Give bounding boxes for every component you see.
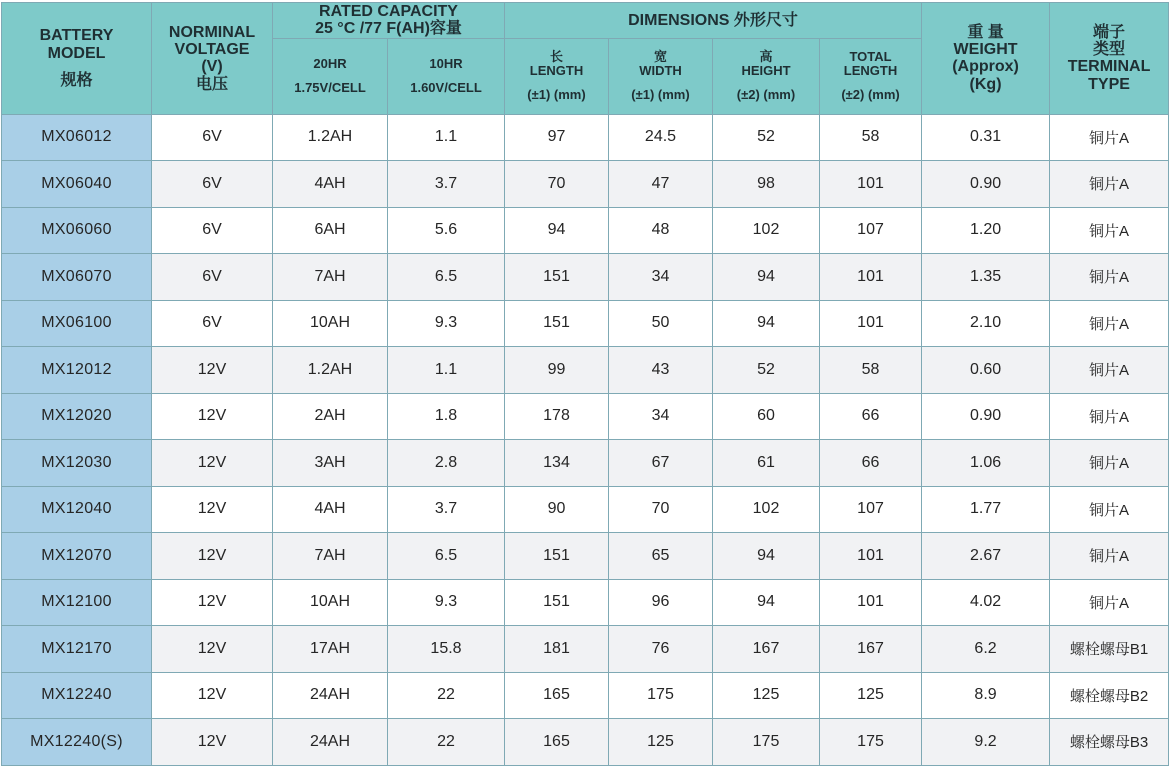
cell-total-length: 125 bbox=[820, 672, 922, 719]
header-voltage-line: VOLTAGE bbox=[174, 41, 250, 58]
cell-capacity-20hr: 3AH bbox=[273, 440, 388, 487]
cell-total-length: 101 bbox=[820, 161, 922, 208]
cell-capacity-10hr: 15.8 bbox=[388, 626, 505, 673]
cell-total-length: 58 bbox=[820, 114, 922, 161]
header-10hr-line: 1.60V/CELL bbox=[410, 80, 482, 96]
cell-model: MX06040 bbox=[2, 161, 152, 208]
cell-weight: 1.06 bbox=[922, 440, 1050, 487]
cell-terminal: 铜片A bbox=[1050, 300, 1169, 347]
header-10hr-line: 10HR bbox=[429, 56, 463, 71]
cell-length: 151 bbox=[505, 579, 609, 626]
header-total-length-line: TOTAL bbox=[849, 48, 892, 64]
cell-length: 151 bbox=[505, 300, 609, 347]
cell-weight: 9.2 bbox=[922, 719, 1050, 766]
cell-terminal: 铜片A bbox=[1050, 579, 1169, 626]
cell-terminal: 铜片A bbox=[1050, 207, 1169, 254]
header-20hr-line: 1.75V/CELL bbox=[294, 80, 366, 96]
cell-terminal: 铜片A bbox=[1050, 440, 1169, 487]
cell-capacity-10hr: 9.3 bbox=[388, 579, 505, 626]
cell-terminal: 铜片A bbox=[1050, 533, 1169, 580]
cell-weight: 6.2 bbox=[922, 626, 1050, 673]
cell-model: MX12040 bbox=[2, 486, 152, 533]
cell-weight: 0.60 bbox=[922, 347, 1050, 394]
cell-capacity-20hr: 10AH bbox=[273, 300, 388, 347]
table-header bbox=[2, 3, 1169, 115]
cell-length: 178 bbox=[505, 393, 609, 440]
cell-width: 50 bbox=[609, 300, 713, 347]
header-20hr-line: 20HR bbox=[313, 56, 347, 71]
header-height-line: (±2) (mm) bbox=[736, 87, 796, 103]
cell-total-length: 167 bbox=[820, 626, 922, 673]
cell-terminal: 铜片A bbox=[1050, 347, 1169, 394]
cell-capacity-20hr: 2AH bbox=[273, 393, 388, 440]
cell-length: 90 bbox=[505, 486, 609, 533]
header-terminal-line: 端子 bbox=[1093, 23, 1126, 41]
cell-voltage: 6V bbox=[152, 161, 273, 208]
header-terminal-line: TERMINAL bbox=[1067, 58, 1151, 76]
cell-length: 151 bbox=[505, 533, 609, 580]
cell-weight: 2.67 bbox=[922, 533, 1050, 580]
cell-model: MX06012 bbox=[2, 114, 152, 161]
header-terminal-line: 类型 bbox=[1093, 41, 1126, 58]
header-nominal-voltage bbox=[152, 3, 273, 115]
cell-width: 70 bbox=[609, 486, 713, 533]
cell-total-length: 107 bbox=[820, 486, 922, 533]
cell-height: 61 bbox=[713, 440, 820, 487]
header-height bbox=[713, 38, 820, 114]
cell-capacity-20hr: 17AH bbox=[273, 626, 388, 673]
table-row bbox=[2, 347, 1169, 394]
header-length-line: LENGTH bbox=[529, 63, 584, 79]
cell-voltage: 12V bbox=[152, 626, 273, 673]
cell-capacity-10hr: 3.7 bbox=[388, 161, 505, 208]
cell-length: 70 bbox=[505, 161, 609, 208]
cell-total-length: 58 bbox=[820, 347, 922, 394]
header-voltage-line: (V) bbox=[201, 58, 223, 76]
cell-model: MX06070 bbox=[2, 254, 152, 301]
table-row bbox=[2, 719, 1169, 766]
cell-height: 94 bbox=[713, 300, 820, 347]
cell-height: 52 bbox=[713, 114, 820, 161]
cell-height: 102 bbox=[713, 486, 820, 533]
table-row bbox=[2, 254, 1169, 301]
cell-weight: 0.31 bbox=[922, 114, 1050, 161]
table-row bbox=[2, 672, 1169, 719]
cell-capacity-10hr: 9.3 bbox=[388, 300, 505, 347]
cell-capacity-20hr: 4AH bbox=[273, 161, 388, 208]
cell-width: 175 bbox=[609, 672, 713, 719]
cell-model: MX12012 bbox=[2, 347, 152, 394]
header-capacity-line: RATED CAPACITY bbox=[319, 3, 458, 20]
cell-voltage: 6V bbox=[152, 254, 273, 301]
cell-terminal: 铜片A bbox=[1050, 486, 1169, 533]
cell-weight: 2.10 bbox=[922, 300, 1050, 347]
table-row bbox=[2, 207, 1169, 254]
cell-model: MX12240 bbox=[2, 672, 152, 719]
cell-voltage: 12V bbox=[152, 440, 273, 487]
cell-model: MX12030 bbox=[2, 440, 152, 487]
cell-capacity-10hr: 2.8 bbox=[388, 440, 505, 487]
cell-capacity-10hr: 5.6 bbox=[388, 207, 505, 254]
header-weight-line: (Approx) bbox=[952, 58, 1019, 76]
cell-length: 181 bbox=[505, 626, 609, 673]
cell-capacity-10hr: 1.1 bbox=[388, 347, 505, 394]
cell-model: MX12100 bbox=[2, 579, 152, 626]
cell-length: 94 bbox=[505, 207, 609, 254]
cell-terminal: 铜片A bbox=[1050, 114, 1169, 161]
cell-model: MX12020 bbox=[2, 393, 152, 440]
cell-height: 98 bbox=[713, 161, 820, 208]
cell-capacity-20hr: 1.2AH bbox=[273, 114, 388, 161]
cell-length: 165 bbox=[505, 719, 609, 766]
header-rated-capacity bbox=[273, 3, 505, 39]
cell-capacity-20hr: 6AH bbox=[273, 207, 388, 254]
cell-total-length: 101 bbox=[820, 300, 922, 347]
cell-weight: 4.02 bbox=[922, 579, 1050, 626]
header-height-line: HEIGHT bbox=[741, 63, 791, 79]
cell-voltage: 6V bbox=[152, 207, 273, 254]
cell-weight: 0.90 bbox=[922, 393, 1050, 440]
cell-width: 76 bbox=[609, 626, 713, 673]
header-weight bbox=[922, 3, 1050, 115]
cell-model: MX06100 bbox=[2, 300, 152, 347]
cell-width: 48 bbox=[609, 207, 713, 254]
cell-capacity-10hr: 22 bbox=[388, 719, 505, 766]
cell-height: 167 bbox=[713, 626, 820, 673]
cell-model: MX12170 bbox=[2, 626, 152, 673]
table-row bbox=[2, 486, 1169, 533]
cell-width: 34 bbox=[609, 393, 713, 440]
cell-weight: 0.90 bbox=[922, 161, 1050, 208]
cell-voltage: 6V bbox=[152, 300, 273, 347]
cell-terminal: 螺栓螺母B2 bbox=[1050, 672, 1169, 719]
header-width-line: WIDTH bbox=[639, 63, 682, 79]
cell-terminal: 铜片A bbox=[1050, 393, 1169, 440]
header-terminal-type bbox=[1050, 3, 1169, 115]
header-battery-model bbox=[2, 3, 152, 115]
header-capacity-line: 25 °C /77 F(AH)容量 bbox=[315, 20, 462, 38]
table-row bbox=[2, 533, 1169, 580]
cell-total-length: 66 bbox=[820, 393, 922, 440]
header-terminal-line: TYPE bbox=[1088, 75, 1130, 93]
cell-height: 94 bbox=[713, 579, 820, 626]
cell-capacity-20hr: 7AH bbox=[273, 533, 388, 580]
cell-voltage: 6V bbox=[152, 114, 273, 161]
header-length bbox=[505, 38, 609, 114]
cell-total-length: 66 bbox=[820, 440, 922, 487]
cell-voltage: 12V bbox=[152, 719, 273, 766]
header-dimensions: DIMENSIONS 外形尺寸 bbox=[505, 3, 922, 39]
cell-total-length: 101 bbox=[820, 533, 922, 580]
cell-length: 99 bbox=[505, 347, 609, 394]
cell-height: 60 bbox=[713, 393, 820, 440]
table-body bbox=[2, 114, 1169, 765]
cell-model: MX06060 bbox=[2, 207, 152, 254]
table-row bbox=[2, 300, 1169, 347]
cell-model: MX12070 bbox=[2, 533, 152, 580]
header-model-line: BATTERY bbox=[39, 27, 114, 45]
header-voltage-line: NORMINAL bbox=[168, 23, 256, 41]
cell-capacity-20hr: 4AH bbox=[273, 486, 388, 533]
cell-height: 94 bbox=[713, 254, 820, 301]
cell-weight: 1.20 bbox=[922, 207, 1050, 254]
cell-terminal: 螺栓螺母B1 bbox=[1050, 626, 1169, 673]
cell-length: 151 bbox=[505, 254, 609, 301]
cell-weight: 1.35 bbox=[922, 254, 1050, 301]
header-width bbox=[609, 38, 713, 114]
cell-width: 43 bbox=[609, 347, 713, 394]
cell-terminal: 铜片A bbox=[1050, 254, 1169, 301]
cell-length: 165 bbox=[505, 672, 609, 719]
cell-width: 34 bbox=[609, 254, 713, 301]
cell-capacity-10hr: 3.7 bbox=[388, 486, 505, 533]
header-voltage-line: 电压 bbox=[195, 75, 228, 93]
header-length-line: 长 bbox=[549, 48, 563, 64]
cell-capacity-10hr: 1.1 bbox=[388, 114, 505, 161]
cell-voltage: 12V bbox=[152, 393, 273, 440]
table-row bbox=[2, 626, 1169, 673]
header-model-line: 规格 bbox=[60, 71, 93, 89]
table-row bbox=[2, 161, 1169, 208]
cell-capacity-10hr: 6.5 bbox=[388, 254, 505, 301]
cell-capacity-20hr: 10AH bbox=[273, 579, 388, 626]
header-model-line: MODEL bbox=[47, 44, 106, 62]
cell-length: 134 bbox=[505, 440, 609, 487]
cell-height: 125 bbox=[713, 672, 820, 719]
cell-width: 125 bbox=[609, 719, 713, 766]
cell-total-length: 101 bbox=[820, 579, 922, 626]
header-width-line: 宽 bbox=[653, 48, 667, 64]
header-weight-line: WEIGHT bbox=[953, 41, 1018, 58]
cell-capacity-20hr: 7AH bbox=[273, 254, 388, 301]
header-width-line: (±1) (mm) bbox=[631, 87, 690, 103]
cell-height: 94 bbox=[713, 533, 820, 580]
cell-width: 24.5 bbox=[609, 114, 713, 161]
cell-voltage: 12V bbox=[152, 486, 273, 533]
header-10hr bbox=[388, 38, 505, 114]
header-20hr bbox=[273, 38, 388, 114]
table-row bbox=[2, 114, 1169, 161]
header-height-line: 高 bbox=[759, 48, 773, 64]
cell-voltage: 12V bbox=[152, 533, 273, 580]
cell-capacity-20hr: 24AH bbox=[273, 719, 388, 766]
cell-height: 102 bbox=[713, 207, 820, 254]
cell-terminal: 螺栓螺母B3 bbox=[1050, 719, 1169, 766]
header-length-line: (±1) (mm) bbox=[527, 87, 586, 103]
cell-length: 97 bbox=[505, 114, 609, 161]
table-row bbox=[2, 440, 1169, 487]
cell-capacity-20hr: 24AH bbox=[273, 672, 388, 719]
cell-capacity-20hr: 1.2AH bbox=[273, 347, 388, 394]
cell-voltage: 12V bbox=[152, 347, 273, 394]
cell-capacity-10hr: 6.5 bbox=[388, 533, 505, 580]
cell-height: 52 bbox=[713, 347, 820, 394]
cell-total-length: 175 bbox=[820, 719, 922, 766]
cell-weight: 1.77 bbox=[922, 486, 1050, 533]
cell-total-length: 107 bbox=[820, 207, 922, 254]
cell-voltage: 12V bbox=[152, 672, 273, 719]
cell-height: 175 bbox=[713, 719, 820, 766]
header-total-length-line: (±2) (mm) bbox=[841, 87, 900, 103]
table-row bbox=[2, 393, 1169, 440]
cell-width: 47 bbox=[609, 161, 713, 208]
cell-total-length: 101 bbox=[820, 254, 922, 301]
header-weight-line: (Kg) bbox=[969, 75, 1002, 93]
header-total-length-line: LENGTH bbox=[843, 63, 898, 79]
header-total-length bbox=[820, 38, 922, 114]
cell-capacity-10hr: 1.8 bbox=[388, 393, 505, 440]
header-weight-line: 重 量 bbox=[967, 23, 1004, 41]
table-row bbox=[2, 579, 1169, 626]
cell-capacity-10hr: 22 bbox=[388, 672, 505, 719]
cell-weight: 8.9 bbox=[922, 672, 1050, 719]
cell-terminal: 铜片A bbox=[1050, 161, 1169, 208]
cell-voltage: 12V bbox=[152, 579, 273, 626]
battery-spec-table bbox=[1, 2, 1169, 766]
cell-width: 65 bbox=[609, 533, 713, 580]
cell-width: 67 bbox=[609, 440, 713, 487]
cell-model: MX12240(S) bbox=[2, 719, 152, 766]
cell-width: 96 bbox=[609, 579, 713, 626]
